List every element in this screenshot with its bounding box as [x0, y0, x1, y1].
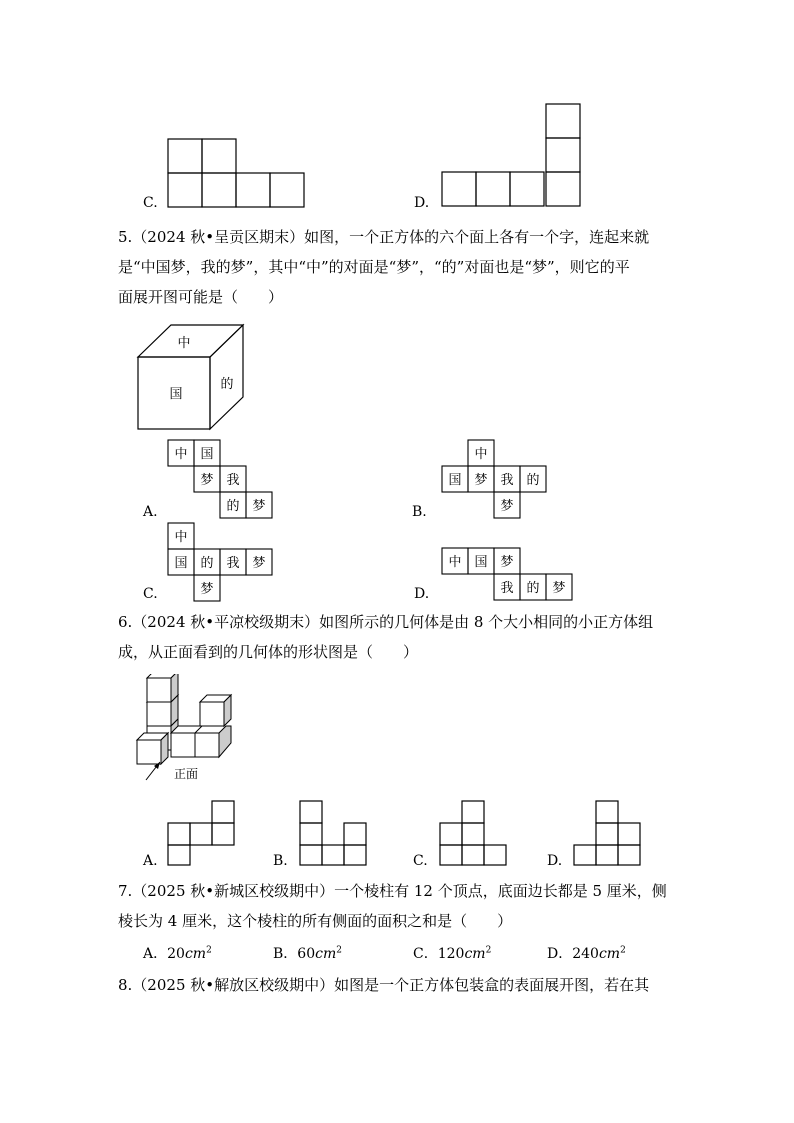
cube-front-char: 国: [169, 387, 183, 402]
svg-text:梦: 梦: [252, 499, 266, 514]
q5-net-a[interactable]: [166, 438, 276, 520]
q7-option-d[interactable]: D．$240cm^2$: [547, 945, 626, 962]
svg-text:国: 国: [200, 447, 214, 462]
svg-text:的: 的: [526, 581, 540, 596]
q4-option-c-figure: [166, 136, 311, 210]
svg-text:的: 的: [200, 556, 214, 571]
q6-option-a-figure[interactable]: [166, 799, 238, 867]
svg-text:梦: 梦: [552, 581, 566, 596]
svg-text:我: 我: [500, 473, 514, 488]
svg-text:国: 国: [474, 555, 488, 570]
q5-cube-figure: [136, 322, 246, 432]
question-6: [118, 607, 678, 667]
q7-option-c[interactable]: C．$120cm^2$: [413, 945, 492, 962]
question-8: [118, 970, 678, 1000]
q6-option-d-figure[interactable]: [572, 799, 644, 867]
question-7: [118, 876, 678, 936]
question-5: [118, 222, 678, 312]
svg-text:梦: 梦: [200, 582, 214, 597]
q6-option-c-figure[interactable]: [438, 799, 510, 867]
q5-option-c-label[interactable]: C.: [143, 586, 158, 602]
q8-line-1: 8.（2025 秋•解放区校级期中）如图是一个正方体包装盒的表面展开图，若在其: [118, 976, 650, 994]
q5-line-3: 面展开图可能是（ ）: [118, 288, 284, 306]
q5-net-d[interactable]: [440, 546, 574, 602]
svg-text:梦: 梦: [474, 473, 488, 488]
q5-option-d-label[interactable]: D.: [414, 586, 430, 602]
q7-line-2: 棱长为 4 厘米，这个棱柱的所有侧面的面积之和是（ ）: [118, 912, 513, 930]
svg-text:梦: 梦: [500, 499, 514, 514]
cube-right-char: 的: [220, 377, 234, 392]
q4-option-d-label[interactable]: D.: [414, 195, 430, 211]
svg-text:中: 中: [174, 530, 188, 545]
q6-option-b-label[interactable]: B.: [273, 853, 288, 869]
svg-text:梦: 梦: [200, 473, 214, 488]
svg-text:我: 我: [500, 581, 514, 596]
front-label: 正面: [174, 767, 199, 781]
q5-line-1: 5.（2024 秋•呈贡区期末）如图，一个正方体的六个面上各有一个字，连起来就: [118, 228, 650, 246]
svg-text:的: 的: [526, 473, 540, 488]
q6-line-1: 6.（2024 秋•平凉校级期末）如图所示的几何体是由 8 个大小相同的小正方体组: [118, 613, 654, 631]
cube-top-char: 中: [177, 336, 191, 351]
q5-option-a-label[interactable]: A.: [143, 504, 158, 520]
q5-net-c[interactable]: [166, 521, 276, 603]
svg-text:中: 中: [174, 447, 188, 462]
svg-text:国: 国: [174, 556, 188, 571]
q5-net-b[interactable]: [440, 438, 550, 520]
svg-text:的: 的: [226, 499, 240, 514]
q6-option-c-label[interactable]: C.: [413, 853, 428, 869]
q4-option-d-figure: [440, 102, 585, 210]
q6-line-2: 成，从正面看到的几何体的形状图是（ ）: [118, 643, 419, 661]
q6-solid-figure: [134, 674, 242, 786]
q7-option-b[interactable]: B．$60cm^2$: [273, 945, 342, 962]
q6-option-d-label[interactable]: D.: [547, 853, 563, 869]
svg-text:中: 中: [448, 555, 462, 570]
svg-text:梦: 梦: [500, 555, 514, 570]
q6-option-b-figure[interactable]: [298, 799, 370, 867]
q7-option-a[interactable]: A．$20cm^2$: [143, 945, 212, 962]
q5-option-b-label[interactable]: B.: [412, 504, 427, 520]
q5-line-2: 是“中国梦，我的梦”，其中“中”的对面是“梦”，“的”对面也是“梦”，则它的平: [118, 258, 630, 276]
svg-text:我: 我: [226, 473, 240, 488]
q4-option-c-label[interactable]: C.: [143, 195, 158, 211]
q6-option-a-label[interactable]: A.: [143, 853, 158, 869]
svg-text:梦: 梦: [252, 556, 266, 571]
q7-line-1: 7.（2025 秋•新城区校级期中）一个棱柱有 12 个顶点，底面边长都是 5 厘米，侧: [118, 882, 667, 900]
svg-text:中: 中: [474, 447, 488, 462]
svg-text:我: 我: [226, 556, 240, 571]
svg-text:国: 国: [448, 473, 462, 488]
